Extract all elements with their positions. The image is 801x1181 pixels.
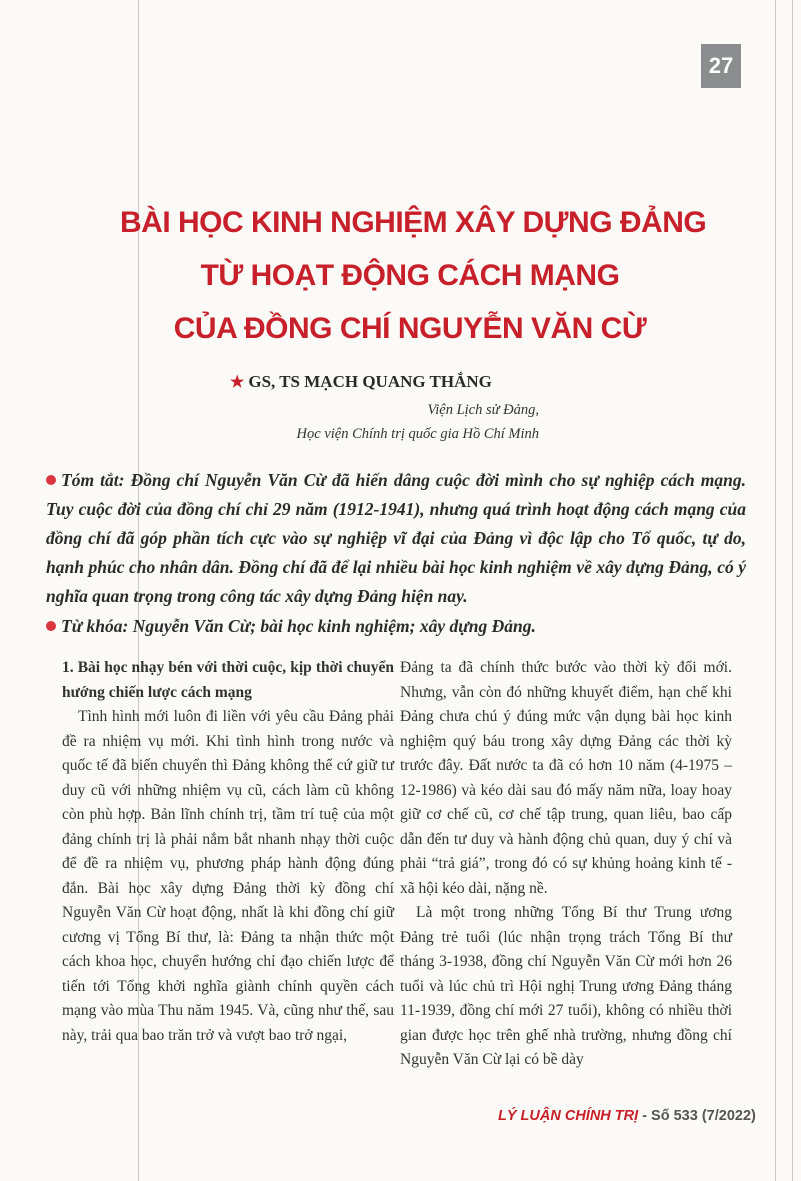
star-icon: ★ xyxy=(230,374,245,391)
abstract-label: Tóm tắt: xyxy=(61,470,125,490)
left-paragraph: Tình hình mới luôn đi liền với yêu cầu Đảng phải đề ra nhiệm vụ mới. Khi tình hình trong nước và quốc tế đã biến chuyển thì Đảng không thể cứ giữ tư duy cũ với những nhiệm vụ cũ, cách làm cũ không còn phù hợp. Bản lĩnh chính trị, tầm trí tuệ của một đảng chính trị là phải nắm bắt nhanh nhạy thời cuộc để đề ra nhiệm vụ, phương pháp hành động đúng đắn. Bài học xây dựng Đảng thời kỳ đồng chí Nguyễn Văn Cừ hoạt động, nhất là khi đồng chí giữ cương vị Tổng Bí thư, là: Đảng ta nhận thức một cách khoa học, chuyển hướng chỉ đạo chiến lược để tiến tới Tổng khởi nghĩa giành chính quyền cách mạng vào mùa Thu năm 1945. Và, cũng như thế, sau này, trải qua bao trăn trở và vượt bao trở ngại, xyxy=(62,708,394,1044)
abstract-text: Đồng chí Nguyễn Văn Cừ đã hiến dâng cuộc đời mình cho sự nghiệp cách mạng. Tuy cuộc đời của đồng chí chỉ 29 năm (1912-1941), nhưng quá trình hoạt động cách mạng của đồng chí đã góp phần tích cực vào sự nghiệp vĩ đại của Đảng vì độc lập cho Tổ quốc, tự do, hạnh phúc cho nhân dân. Đồng chí đã để lại nhiều bài học kinh nghiệm về xây dựng Đảng, có ý nghĩa quan trọng trong công tác xây dựng Đảng hiện nay. xyxy=(46,470,746,606)
author-name: GS, TS MẠCH QUANG THẮNG xyxy=(248,372,492,391)
affiliation-line-2: Học viện Chính trị quốc gia Hồ Chí Minh xyxy=(296,426,539,442)
keywords xyxy=(46,612,746,641)
journal-name: LÝ LUẬN CHÍNH TRỊ xyxy=(498,1108,639,1124)
section-heading: 1. Bài học nhạy bén với thời cuộc, kịp thời chuyển hướng chiến lược cách mạng xyxy=(62,659,394,701)
title-line-2: TỪ HOẠT ĐỘNG CÁCH MẠNG xyxy=(200,259,620,292)
title-line-3: CỦA ĐỒNG CHÍ NGUYỄN VĂN CỪ xyxy=(173,312,647,345)
right-edge-line xyxy=(775,0,776,1181)
bullet-dot-icon xyxy=(46,621,56,631)
article-title xyxy=(120,196,707,355)
keywords-label: Từ khóa: xyxy=(61,616,129,636)
affiliation-line-1: Viện Lịch sử Đảng, xyxy=(427,402,539,418)
left-column xyxy=(62,656,394,1048)
journal-issue: - Số 533 (7/2022) xyxy=(638,1108,756,1124)
abstract xyxy=(46,466,746,611)
title-line-1: BÀI HỌC KINH NGHIỆM XÂY DỰNG ĐẢNG xyxy=(120,206,707,239)
right-column xyxy=(400,656,732,1073)
right-edge-line-2 xyxy=(792,0,793,1181)
keywords-text: Nguyễn Văn Cừ; bài học kinh nghiệm; xây dựng Đảng. xyxy=(132,616,536,636)
journal-footer xyxy=(498,1108,756,1124)
right-paragraph-1: Đảng ta đã chính thức bước vào thời kỳ đổi mới. Nhưng, vẫn còn đó những khuyết điểm, hạn chế khi Đảng chưa chú ý đúng mức vận dụng bài học kinh nghiệm quý báu trong xây dựng Đảng các thời kỳ trước đây. Đất nước ta đã có hơn 10 năm (4-1975 – 12-1986) và kéo dài sau đó mấy năm nữa, loay hoay giữ cơ chế cũ, cơ chế tập trung, quan liêu, bao cấp dẫn đến tư duy và hành động chủ quan, duy ý chí và phải “trả giá”, trong đó có sự khủng hoảng kinh tế - xã hội kéo dài, nặng nề. xyxy=(400,659,732,897)
page-number: 27 xyxy=(701,44,741,88)
bullet-dot-icon xyxy=(46,475,56,485)
author-affiliation xyxy=(219,398,539,446)
right-paragraph-2: Là một trong những Tổng Bí thư Trung ương Đảng trẻ tuổi (lúc nhận trọng trách Tổng Bí thư tháng 3-1938, đồng chí Nguyễn Văn Cừ mới hơn 26 tuổi và lúc chủ trì Hội nghị Trung ương Đảng tháng 11-1939, đồng chí mới 27 tuổi), không có nhiều thời gian được học trên ghế nhà trường, nhưng đồng chí Nguyễn Văn Cừ lại có bề dày xyxy=(400,904,732,1068)
author-line xyxy=(230,372,550,392)
